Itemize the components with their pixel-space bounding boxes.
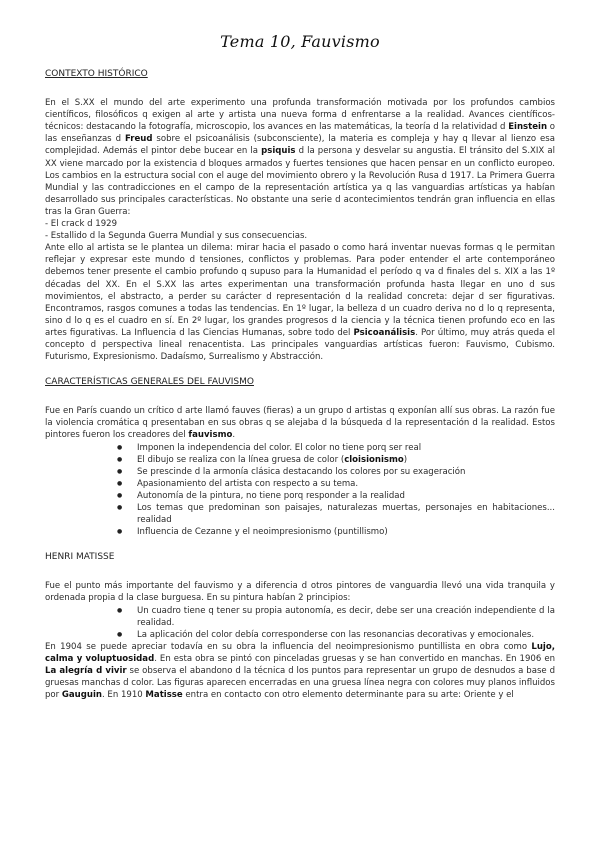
bold-fauvismo: fauvismo [188,430,233,441]
section-heading-caracteristicas: CARACTERÍSTICAS GENERALES DEL FAUVISMO [45,377,254,388]
text: Fue en París cuando un crítico d arte llamó fauves (fieras) a un grupo d artistas q exponían allí sus obras. La razón fue la violencia cromática q presentaban en sus obras q se alejaba d la búsqueda d la representación d la realidad. Estos pintores fueron los creadores del [45,406,555,441]
document-title: Tema 10, Fauvismo [220,32,380,51]
text: d la persona y desvelar su angustia. El tránsito del S.XIX al XX viene marcado por la existencia d bloques armados y fuertes tensiones que hacen pensar en un conflicto europeo. Los cambios en la estructura social con el auge del movimiento obrero y la Revolución Rusa d 1917. La Primera Guerra Mundial y las contradicciones en el campo de la representación artística ya q las vanguardias artísticas ya habían desarrollado sus principales características. No obstante una serie d acontecimientos tendrán gran influencia en ellas tras la Gran Guerra: [45,146,555,217]
text: entra en contacto con otro elemento determinante para su arte: Oriente y el [182,690,514,701]
bold-freud: Freud [124,134,153,145]
text: . [232,430,236,441]
bold-matisse: Matisse [145,690,183,701]
bold-psicoanalisis: Psicoanálisis [353,327,416,338]
dash-item-crack: - El crack d 1929 [45,219,118,230]
document-body [45,68,555,701]
bold-alegria-vivir: La alegría d vivir [45,666,127,677]
list-item [137,454,555,466]
list-item: ● Influencia de Cezanne y el neoimpresionismo (puntillismo) [137,526,555,538]
section-heading-matisse: HENRI MATISSE [45,552,115,563]
bold-gauguin: Gauguin [61,690,102,701]
text: En 1904 se puede apreciar todavía en su obra la influencia del neoimpresionismo puntillista en obra como [45,641,532,652]
paragraph-caracteristicas [45,405,555,441]
list-item: ● La aplicación del color debía corresponderse con las resonancias decorativas y emocionales. [137,629,555,641]
list-item: ● Un cuadro tiene q tener su propia autonomía, es decir, debe ser una creación independiente d la realidad. [137,605,555,629]
text: El dibujo se realiza con la línea gruesa de color ( [137,454,345,465]
paragraph-matisse-2 [45,641,555,701]
text: sobre el psicoanálisis (subconsciente), la materia es compleja y hay q llevar al lienzo esa complejidad. Además el pintor debe bucear en la [45,134,555,157]
paragraph-matisse-1: Fue el punto más importante del fauvismo y a diferencia d otros pintores de vanguardia llevó una vida tranquila y ordenada propia d la clase burguesa. En su pintura habían 2 principios: [45,581,555,604]
text: o las enseñanzas d [45,122,556,145]
text: En el S.XX el mundo del arte experimento una profunda transformación motivada por los profundos cambios científicos, filosóficos q exigen al arte y artista una nueva forma d enfrentarse a la realidad. Avances científicos-técnicos: destacando la fotografía, microscopio, los avances en las matemáticas, la teoría d la relatividad d [45,98,555,133]
bold-einstein: Einstein [508,122,548,133]
list-item: ● Los temas que predominan son paisajes, naturalezas muertas, personajes en habitaciones... realidad [137,502,555,526]
bold-psiquis: psiquis [261,146,296,157]
list-item: ● Imponen la independencia del color. El color no tiene porq ser real [137,442,555,454]
list-item: ● Autonomía de la pintura, no tiene porq responder a la realidad [137,490,555,502]
text: . En 1910 [101,690,146,701]
matisse-principles-list [45,605,555,641]
text: ) [403,454,408,465]
dash-item-segunda-guerra: - Estallido d la Segunda Guerra Mundial y sus consecuencias. [45,231,308,242]
text: . En esta obra se pintó con pinceladas gruesas y se han convertido en manchas. En 1906 en [154,653,555,664]
section-heading-contexto: CONTEXTO HISTÓRICO [45,69,148,79]
list-item: ● Apasionamiento del artista con respecto a su tema. [137,478,555,490]
caracteristicas-list [45,442,555,539]
paragraph-contexto-2 [45,242,555,363]
text: se observa el abandono d la técnica d los puntos para representar un grupo de desnudos a base d gruesas manchas d color. Las figuras aparecen encerradas en una gruesa línea negra con colores muy planos influidos por [45,666,555,701]
paragraph-contexto-1 [45,97,555,218]
text: Ante ello al artista se le plantea un dilema: mirar hacia el pasado o como hará inventar nuevas formas q le permitan reflejar y expresar este mundo d tensiones, conflictos y problemas. Para poder entender el arte contemporáneo debemos tener presente el cambio profundo q supuso para la Humanidad el período q va d finales del s. XIX a las 1º décadas del XX. En el S.XX las artes experimentan una transformación profunda hasta llegar en uno d sus movimientos, el abstracto, a perder su carácter d representación d la realidad concreta: dejar d ser figurativas. Encontramos, rasgos comunes a todas las tendencias. En 1º lugar, la belleza d un cuadro deriva no d lo q representa, sino d lo q es el cuadro en sí. En 2º lugar, los grandes progresos d la ciencia y la técnica tienen profundo eco en las artes figurativas. La Influencia d las Ciencias Humanas, sobre todo del [45,243,555,338]
bold-cloisionismo: cloisionismo [344,454,404,465]
bold-lujo-calma: Lujo, calma y voluptuosidad [45,641,555,664]
list-item: ● Se prescinde d la armonía clásica destacando los colores por su exageración [137,466,555,478]
text: . Por último, muy atrás queda el concepto d perspectiva lineal renacentista. Las principales vanguardias artísticas fueron: Fauvismo, Cubismo. Futurismo, Expresionismo. Dadaísmo, Surrealismo y Abstracción. [45,327,556,363]
